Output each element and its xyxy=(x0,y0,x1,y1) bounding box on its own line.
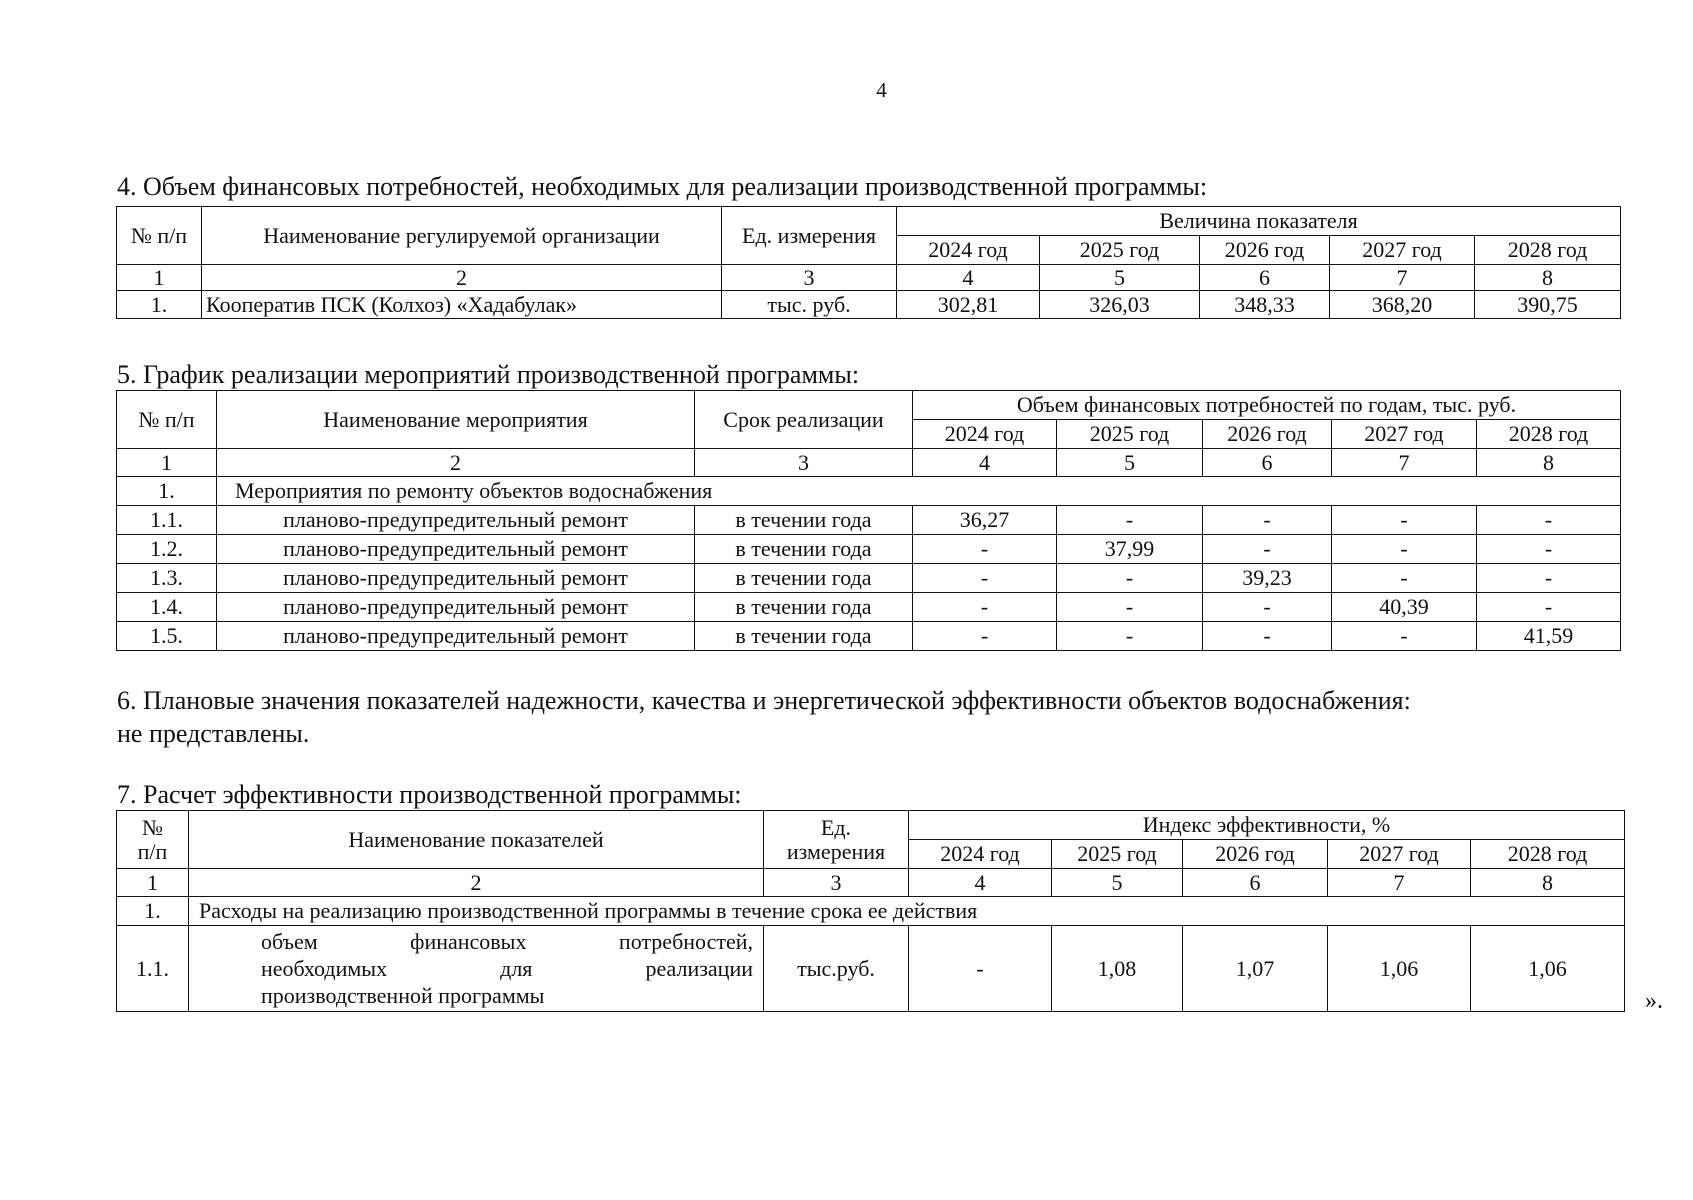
index-cell: 3 xyxy=(722,265,897,291)
index-cell: 4 xyxy=(897,265,1040,291)
header-year: 2026 год xyxy=(1183,840,1328,869)
header-financial-needs-by-year: Объем финансовых потребностей по годам, тыс. руб. xyxy=(913,391,1621,420)
header-year: 2025 год xyxy=(1057,420,1203,449)
index-cell: 5 xyxy=(1040,265,1200,291)
value-cell: - xyxy=(1203,622,1332,651)
organization-name: Кооператив ПСК (Колхоз) «Хадабулак» xyxy=(202,291,722,319)
table-row xyxy=(117,622,1621,651)
value-cell: - xyxy=(1477,506,1621,535)
table-row xyxy=(117,593,1621,622)
header-org-name: Наименование регулируемой организации xyxy=(202,207,722,265)
header-num xyxy=(117,811,189,869)
index-cell: 4 xyxy=(909,869,1052,897)
value-cell: - xyxy=(1203,593,1332,622)
value-cell: 36,27 xyxy=(913,506,1057,535)
indicator-name-line: необходимых для реализации xyxy=(261,956,753,981)
value-cell: 37,99 xyxy=(1057,535,1203,564)
row-num: 1. xyxy=(117,477,217,506)
value-cell: 368,20 xyxy=(1330,291,1475,319)
row-num: 1.5. xyxy=(117,622,217,651)
term-cell: в течении года xyxy=(695,506,913,535)
header-year: 2026 год xyxy=(1203,420,1332,449)
header-num: № п/п xyxy=(117,391,217,449)
section-6-value: не представлены. xyxy=(117,719,310,748)
indicator-name xyxy=(189,926,764,1012)
section-5-title: 5. График реализации мероприятий производственной программы: xyxy=(117,360,860,389)
activity-name: планово-предупредительный ремонт xyxy=(217,506,695,535)
value-cell: - xyxy=(1057,593,1203,622)
term-cell: в течении года xyxy=(695,593,913,622)
indicator-name-line: объем финансовых потребностей, xyxy=(261,929,753,954)
term-cell: в течении года xyxy=(695,622,913,651)
row-num: 1.1. xyxy=(117,506,217,535)
header-year: 2025 год xyxy=(1040,236,1200,265)
header-indicator-name: Наименование показателей xyxy=(189,811,764,869)
index-cell: 3 xyxy=(764,869,909,897)
header-year: 2027 год xyxy=(1330,236,1475,265)
header-year: 2028 год xyxy=(1471,840,1625,869)
header-activity-name: Наименование мероприятия xyxy=(217,391,695,449)
value-cell: - xyxy=(1203,506,1332,535)
term-cell: в течении года xyxy=(695,535,913,564)
row-num: 1.2. xyxy=(117,535,217,564)
value-cell: 302,81 xyxy=(897,291,1040,319)
value-cell: 390,75 xyxy=(1475,291,1621,319)
index-cell: 3 xyxy=(695,449,913,477)
value-cell: - xyxy=(1057,506,1203,535)
header-year: 2028 год xyxy=(1475,236,1621,265)
header-year: 2025 год xyxy=(1052,840,1183,869)
value-cell: 348,33 xyxy=(1200,291,1330,319)
row-num: 1.1. xyxy=(117,926,189,1012)
value-cell: - xyxy=(913,535,1057,564)
activity-name: планово-предупредительный ремонт xyxy=(217,564,695,593)
header-year: 2028 год xyxy=(1477,420,1621,449)
header-year: 2027 год xyxy=(1328,840,1471,869)
value-cell: - xyxy=(1477,535,1621,564)
efficiency-table xyxy=(116,810,1625,1012)
activity-name: планово-предупредительный ремонт xyxy=(217,622,695,651)
header-unit-line: Ед. xyxy=(820,815,852,841)
activity-name: планово-предупредительный ремонт xyxy=(217,535,695,564)
header-unit xyxy=(764,811,909,869)
value-cell: - xyxy=(1203,535,1332,564)
index-cell: 5 xyxy=(1052,869,1183,897)
row-num: 1. xyxy=(117,897,189,926)
table-row xyxy=(117,926,1625,1012)
header-num-line: п/п xyxy=(137,838,168,864)
page-number: 4 xyxy=(876,78,887,102)
value-cell: 41,59 xyxy=(1477,622,1621,651)
header-unit: Ед. измерения xyxy=(722,207,897,265)
group-label: Мероприятия по ремонту объектов водоснабжения xyxy=(217,477,1621,506)
group-label: Расходы на реализацию производственной программы в течение срока ее действия xyxy=(189,897,1625,926)
header-num-line: № xyxy=(142,815,163,841)
header-efficiency-index: Индекс эффективности, % xyxy=(909,811,1625,840)
activities-schedule-table xyxy=(116,390,1621,651)
row-num: 1. xyxy=(117,291,202,319)
index-cell: 1 xyxy=(117,265,202,291)
header-year: 2024 год xyxy=(913,420,1057,449)
value-cell: - xyxy=(1477,564,1621,593)
closing-quote-mark: ». xyxy=(1645,988,1663,1014)
table-row xyxy=(117,506,1621,535)
header-year: 2024 год xyxy=(897,236,1040,265)
value-cell: - xyxy=(1332,535,1477,564)
header-unit-line: измерения xyxy=(786,838,886,864)
index-cell: 8 xyxy=(1471,869,1625,897)
index-cell: 2 xyxy=(189,869,764,897)
value-cell: - xyxy=(1057,622,1203,651)
index-cell: 8 xyxy=(1475,265,1621,291)
unit-cell: тыс.руб. xyxy=(764,926,909,1012)
index-cell: 2 xyxy=(202,265,722,291)
index-cell: 8 xyxy=(1477,449,1621,477)
index-cell: 7 xyxy=(1332,449,1477,477)
section-6-title: 6. Плановые значения показателей надежности, качества и энергетической эффективности объектов водоснабжения: xyxy=(117,686,1411,715)
index-cell: 6 xyxy=(1183,869,1328,897)
section-7-title: 7. Расчет эффективности производственной программы: xyxy=(117,780,742,809)
index-cell: 6 xyxy=(1200,265,1330,291)
header-year: 2026 год xyxy=(1200,236,1330,265)
row-num: 1.3. xyxy=(117,564,217,593)
value-cell: 40,39 xyxy=(1332,593,1477,622)
index-cell: 7 xyxy=(1330,265,1475,291)
indicator-name-line: производственной программы xyxy=(261,983,545,1008)
value-cell: - xyxy=(909,926,1052,1012)
row-num: 1.4. xyxy=(117,593,217,622)
value-cell: 1,08 xyxy=(1052,926,1183,1012)
value-cell: - xyxy=(1477,593,1621,622)
value-cell: - xyxy=(1332,564,1477,593)
group-row xyxy=(117,897,1625,926)
table-row xyxy=(117,291,1621,319)
value-cell: - xyxy=(1057,564,1203,593)
column-index-row xyxy=(117,265,1621,291)
column-index-row xyxy=(117,869,1625,897)
header-num: № п/п xyxy=(117,207,202,265)
value-cell: 326,03 xyxy=(1040,291,1200,319)
header-term: Срок реализации xyxy=(695,391,913,449)
index-cell: 1 xyxy=(117,869,189,897)
value-cell: 1,06 xyxy=(1328,926,1471,1012)
activity-name: планово-предупредительный ремонт xyxy=(217,593,695,622)
value-cell: - xyxy=(1332,506,1477,535)
financial-needs-table xyxy=(116,206,1621,319)
value-cell: 1,07 xyxy=(1183,926,1328,1012)
index-cell: 6 xyxy=(1203,449,1332,477)
table-row xyxy=(117,564,1621,593)
unit-cell: тыс. руб. xyxy=(722,291,897,319)
value-cell: 1,06 xyxy=(1471,926,1625,1012)
index-cell: 5 xyxy=(1057,449,1203,477)
section-4-title: 4. Объем финансовых потребностей, необходимых для реализации производственной программы: xyxy=(117,172,1208,201)
column-index-row xyxy=(117,449,1621,477)
header-indicator-value: Величина показателя xyxy=(897,207,1621,236)
term-cell: в течении года xyxy=(695,564,913,593)
table-row xyxy=(117,535,1621,564)
header-year: 2027 год xyxy=(1332,420,1477,449)
index-cell: 4 xyxy=(913,449,1057,477)
value-cell: 39,23 xyxy=(1203,564,1332,593)
header-year: 2024 год xyxy=(909,840,1052,869)
index-cell: 2 xyxy=(217,449,695,477)
value-cell: - xyxy=(1332,622,1477,651)
index-cell: 7 xyxy=(1328,869,1471,897)
index-cell: 1 xyxy=(117,449,217,477)
group-row xyxy=(117,477,1621,506)
value-cell: - xyxy=(913,622,1057,651)
value-cell: - xyxy=(913,593,1057,622)
value-cell: - xyxy=(913,564,1057,593)
